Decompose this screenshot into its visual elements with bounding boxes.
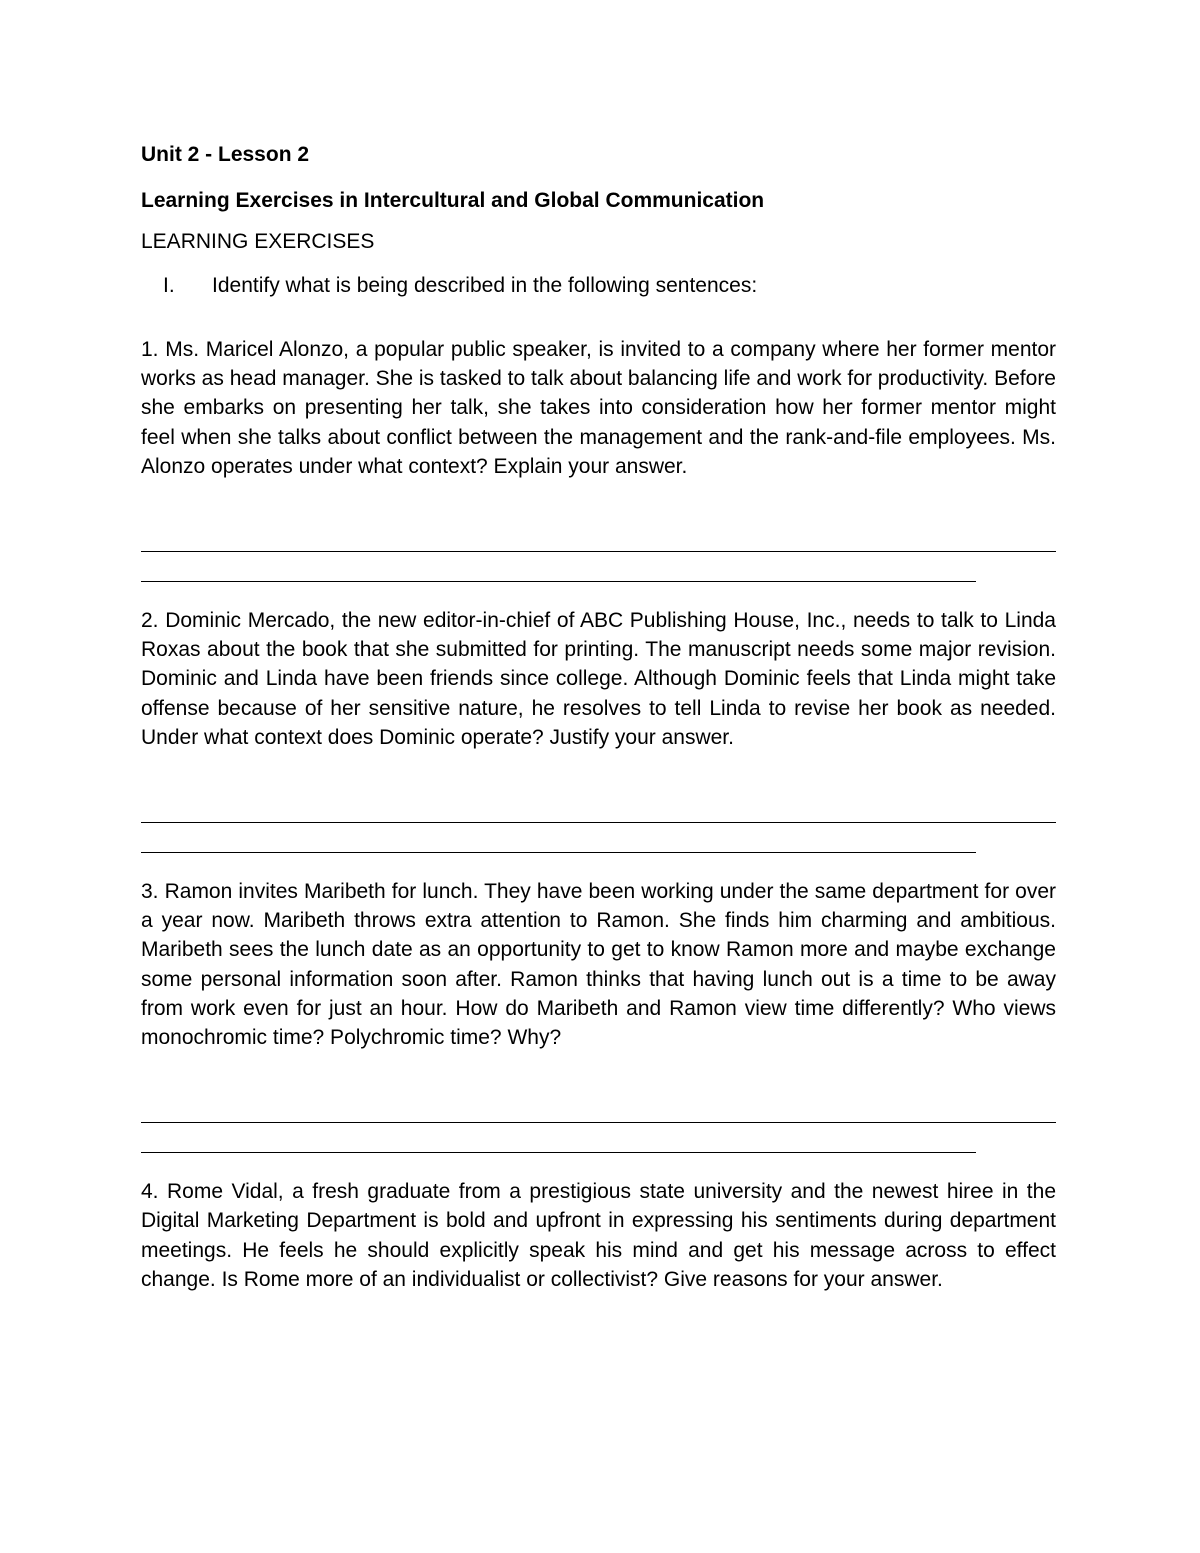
lesson-title: Learning Exercises in Intercultural and Global Communication	[141, 189, 765, 212]
answer-line	[141, 822, 1056, 823]
document-page	[141, 138, 1056, 1294]
question-3: 3. Ramon invites Maribeth for lunch. They have been working under the same department for over a year now. Maribeth throws extra attention to Ramon. She finds him charming and ambitious. Maribeth sees the lunch date as an opportunity to get to know Ramon more and maybe exchange some personal information soon after. Ramon thinks that having lunch out is a time to be away from work even for just an hour. How do Maribeth and Ramon view time differently? Who views monochromic time? Polychromic time? Why?	[141, 880, 1056, 1050]
section-label: LEARNING EXERCISES	[141, 230, 375, 253]
answer-line	[141, 551, 1056, 552]
instruction-text: Identify what is being described in the following sentences:	[212, 274, 758, 297]
answer-lines-1	[141, 551, 1056, 582]
answer-line	[141, 1152, 976, 1153]
answer-line	[141, 1122, 1056, 1123]
question-1: 1. Ms. Maricel Alonzo, a popular public speaker, is invited to a company where her former mentor works as head manager. She is tasked to talk about balancing life and work for productivity. Before she embarks on presenting her talk, she takes into consideration how her former mentor might feel when she talks about conflict between the management and the rank-and-file employees. Ms. Alonzo operates under what context? Explain your answer.	[141, 338, 1056, 478]
answer-line	[141, 852, 976, 853]
instruction-item	[141, 270, 1056, 302]
answer-lines-3	[141, 1122, 1056, 1153]
answer-line	[141, 581, 976, 582]
answer-lines-2	[141, 822, 1056, 853]
question-4: 4. Rome Vidal, a fresh graduate from a prestigious state university and the newest hiree in the Digital Marketing Department is bold and upfront in expressing his sentiments during department meetings. He feels he should explicitly speak his mind and get his message across to effect change. Is Rome more of an individualist or collectivist? Give reasons for your answer.	[141, 1180, 1056, 1291]
unit-title: Unit 2 - Lesson 2	[141, 143, 310, 166]
instruction-numeral: I.	[163, 274, 175, 297]
question-2: 2. Dominic Mercado, the new editor-in-chief of ABC Publishing House, Inc., needs to talk to Linda Roxas about the book that she submitted for printing. The manuscript needs some major revision. Dominic and Linda have been friends since college. Although Dominic feels that Linda might take offense because of her sensitive nature, he resolves to tell Linda to revise her book as needed. Under what context does Dominic operate? Justify your answer.	[141, 609, 1056, 749]
